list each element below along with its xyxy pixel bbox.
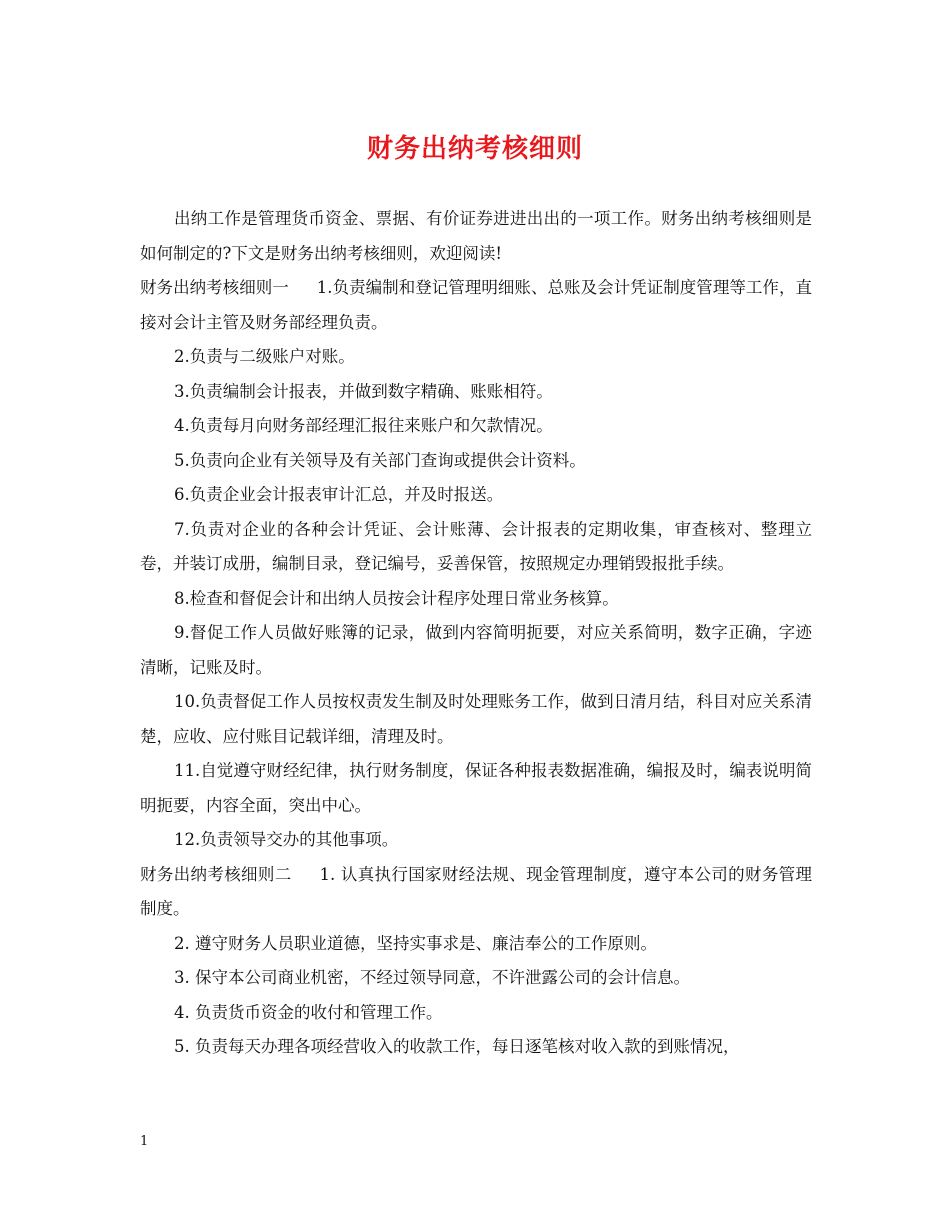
list-item: 5. 负责每天办理各项经营收入的收款工作，每日逐笔核对收入款的到账情况， <box>174 1037 740 1056</box>
intro-paragraph: 出纳工作是管理货币资金、票据、有价证券进进出出的一项工作。财务出纳考核细则是如何制定的?下文是财务出纳考核细则，欢迎阅读! <box>140 209 812 263</box>
list-item: 11.自觉遵守财经纪律，执行财务制度，保证各种报表数据准确，编报及时，编表说明简明扼要，内容全面，突出中心。 <box>140 761 812 815</box>
section1-heading-line <box>140 271 812 340</box>
list-item: 5.负责向企业有关领导及有关部门查询或提供会计资料。 <box>174 450 586 470</box>
list-item: 10.负责督促工作人员按权责发生制及时处理账务工作，做到日清月结，科目对应关系清楚，应收、应付账目记载详细，清理及时。 <box>140 692 812 746</box>
list-item: 2. 遵守财务人员职业道德，坚持实事求是、廉洁奉公的工作原则。 <box>174 933 657 953</box>
document-title: 财务出纳考核细则 <box>366 134 583 164</box>
list-item: 4. 负责货币资金的收付和管理工作。 <box>174 1002 443 1022</box>
list-item: 4.负责每月向财务部经理汇报往来账户和欠款情况。 <box>174 416 553 435</box>
list-item: 8.检查和督促会计和出纳人员按会计程序处理日常业务核算。 <box>174 588 619 608</box>
list-item: 3.负责编制会计报表，并做到数字精确、账账相符。 <box>174 381 553 401</box>
section1-item-1: 1.负责编制和登记管理明细账、总账及会计凭证制度管理等工作，直接对会计主管及财务部经理负责。 <box>140 278 812 332</box>
document-body <box>140 202 812 1065</box>
section2-heading-line <box>140 858 812 927</box>
list-item: 3. 保守本公司商业机密，不经过领导同意，不许泄露公司的会计信息。 <box>174 968 690 987</box>
page-number: 1 <box>140 1134 149 1149</box>
list-item: 9.督促工作人员做好账簿的记录，做到内容简明扼要，对应关系简明，数字正确，字迹清晰，记账及时。 <box>140 623 812 677</box>
section2-heading: 财务出纳考核细则二 <box>140 864 292 884</box>
list-item: 2.负责与二级账户对账。 <box>174 347 355 366</box>
section2-item-1: 1. 认真执行国家财经法规、现金管理制度，遵守本公司的财务管理制度。 <box>140 864 812 918</box>
section1-heading: 财务出纳考核细则一 <box>140 278 289 297</box>
list-item: 7.负责对企业的各种会计凭证、会计账薄、会计报表的定期收集，审查核对、整理立卷，并装订成册，编制目录，登记编号，妥善保管，按照规定办理销毁报批手续。 <box>140 519 812 573</box>
list-item: 6.负责企业会计报表审计汇总，并及时报送。 <box>174 485 504 504</box>
list-item: 12.负责领导交办的其他事项。 <box>174 830 399 849</box>
